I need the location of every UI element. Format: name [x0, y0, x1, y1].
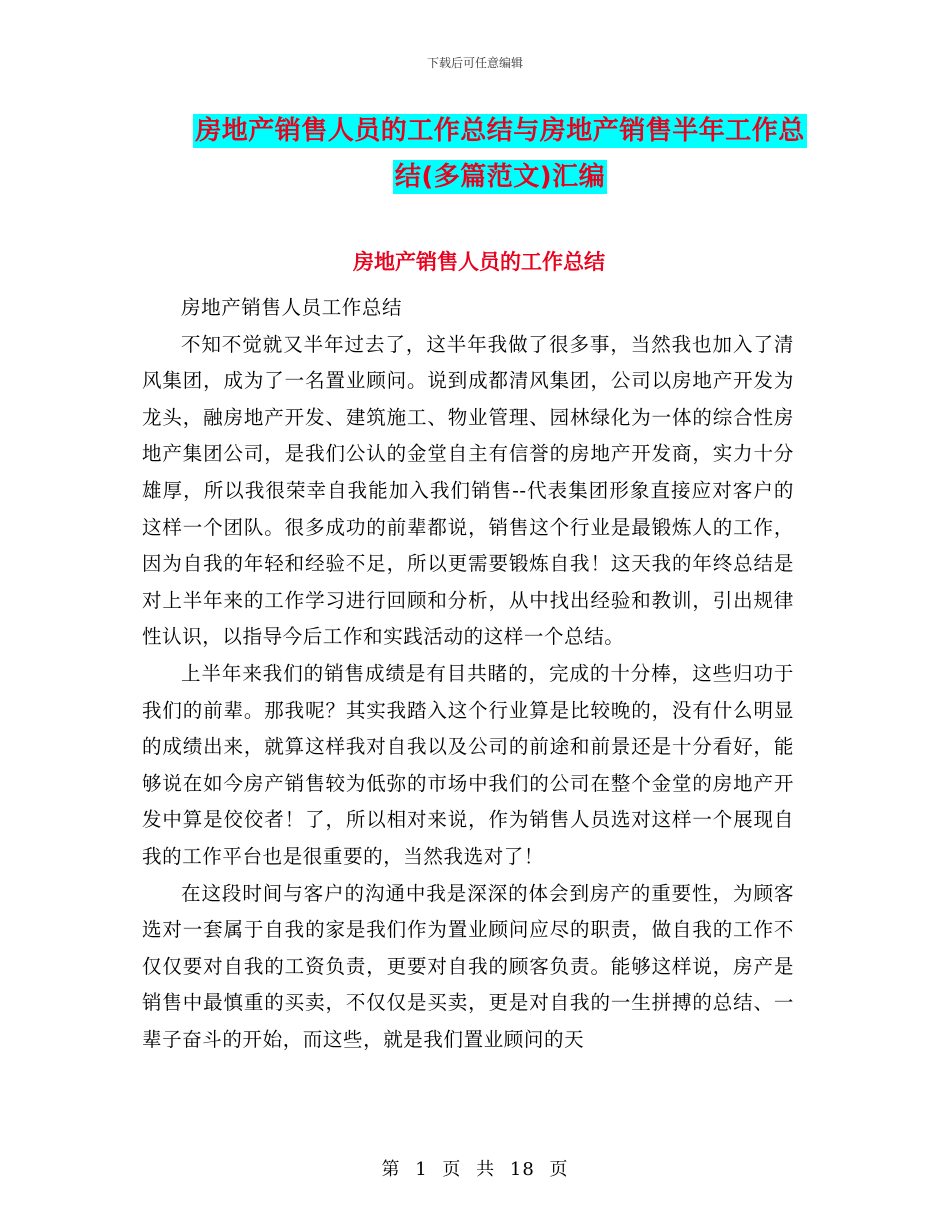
footer-total-pages: 18 [509, 1159, 535, 1180]
paragraph: 上半年来我们的销售成绩是有目共睹的，完成的十分棒，这些归功于我们的前辈。那我呢？其实我踏入这个行业算是比较晚的，没有什么明显的成绩出来，就算这样我对自我以及公司的前途和前景还是十分看好，能够说在如今房产销售较为低弥的市场中我们的公司在整个金堂的房地产开发中算是佼佼者！了，所以相对来说，作为销售人员选对这样一个展现自我的工作平台也是很重要的，当然我选对了！ [142, 661, 794, 868]
section-title: 房地产销售人员的工作总结 [353, 250, 605, 274]
footer-prefix: 第 [381, 1159, 401, 1180]
footer-page-number: 1 [415, 1159, 428, 1180]
footer-page-word: 页 [442, 1159, 462, 1180]
paragraph: 不知不觉就又半年过去了，这半年我做了很多事，当然我也加入了清风集团，成为了一名置业顾问。说到成都清风集团，公司以房地产开发为龙头，融房地产开发、建筑施工、物业管理、园林绿化为一体的综合性房地产集团公司，是我们公认的金堂自主有信誉的房地产开发商，实力十分雄厚，所以我很荣幸自我能加入我们销售--代表集团形象直接应对客户的这样一个团队。很多成功的前辈都说，销售这个行业是最锻炼人的工作，因为自我的年轻和经验不足，所以更需要锻炼自我！这天我的年终总结是对上半年来的工作学习进行回顾和分析，从中找出经验和教训，引出规律性认识，以指导今后工作和实践活动的这样一个总结。 [142, 332, 794, 649]
document-body [142, 290, 794, 1058]
paragraph: 房地产销售人员工作总结 [181, 296, 403, 319]
paragraph: 在这段时间与客户的沟通中我是深深的体会到房产的重要性，为顾客选对一套属于自我的家是我们作为置业顾问应尽的职责，做自我的工作不仅仅要对自我的工资负责，更要对自我的顾客负责。能够这样说，房产是销售中最慎重的买卖，不仅仅是买卖，更是对自我的一生拼搏的总结、一辈子奋斗的开始，而这些，就是我们置业顾问的天 [142, 881, 794, 1051]
header-note: 下载后可任意编辑 [426, 56, 523, 70]
footer-total-word: 共 [476, 1159, 496, 1180]
main-title-line1: 房地产销售人员的工作总结与房地产销售半年工作总 [195, 116, 805, 146]
footer-suffix: 页 [549, 1159, 569, 1180]
main-title [180, 108, 820, 200]
page-footer [0, 1155, 950, 1181]
main-title-line2: 结(多篇范文)汇编 [394, 162, 606, 192]
